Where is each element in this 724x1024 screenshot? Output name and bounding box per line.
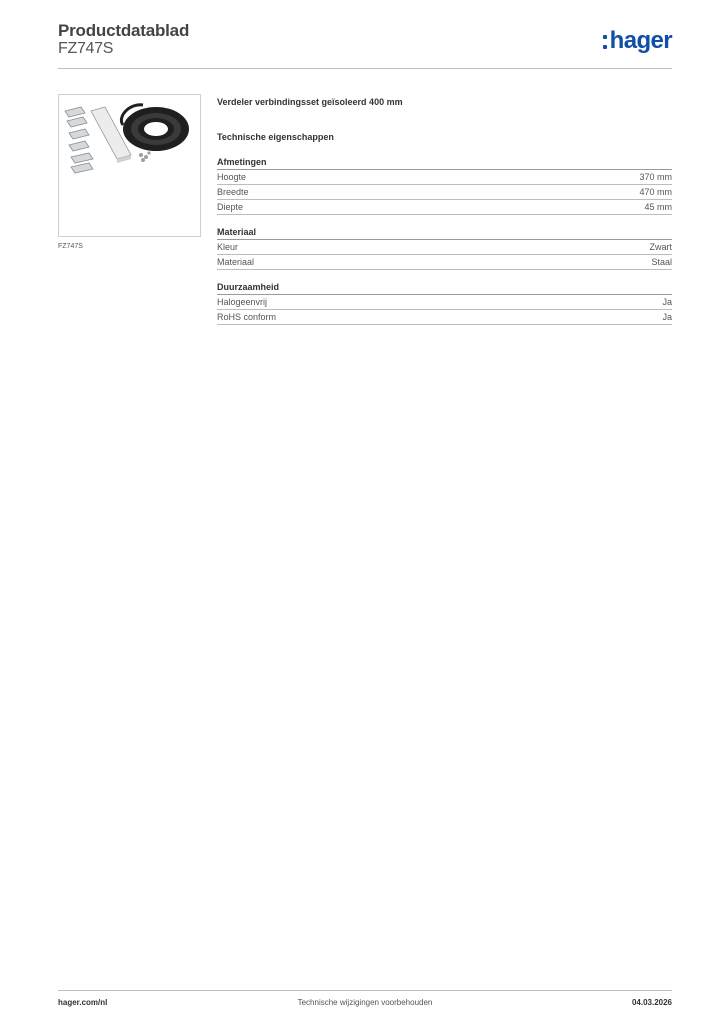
product-code: FZ747S (58, 40, 114, 57)
property-row (217, 295, 672, 310)
property-value: Zwart (649, 242, 672, 252)
property-label: Hoogte (217, 172, 247, 182)
property-label: Breedte (217, 187, 249, 197)
page-header (58, 20, 672, 68)
group-title: Materiaal (217, 226, 672, 240)
property-row (217, 200, 672, 215)
property-label: Kleur (217, 242, 239, 252)
property-value: 470 mm (639, 187, 672, 197)
page-footer (58, 998, 672, 1012)
group-title: Afmetingen (217, 156, 672, 170)
property-label: Diepte (217, 202, 244, 212)
property-value: Ja (662, 297, 672, 307)
property-label: Materiaal (217, 257, 255, 267)
properties-group-material (217, 226, 672, 270)
screws-icon (139, 151, 151, 162)
property-label: RoHS conform (217, 312, 277, 322)
product-image (58, 94, 201, 237)
property-value: Ja (662, 312, 672, 322)
logo-text: hager (609, 27, 672, 54)
property-value: 370 mm (639, 172, 672, 182)
properties-group-sustainability (217, 281, 672, 325)
image-caption: FZ747S (58, 243, 83, 250)
property-row (217, 185, 672, 200)
header-divider (58, 68, 672, 69)
section-heading: Technische eigenschappen (217, 132, 334, 142)
document-title: Productdatablad (58, 21, 190, 40)
coiled-tape-icon (121, 105, 189, 151)
footer-divider (58, 990, 672, 991)
hager-logo (603, 28, 672, 54)
product-description: Verdeler verbindingsset geïsoleerd 400 mm (217, 97, 403, 107)
property-row (217, 170, 672, 185)
properties-group-dimensions (217, 156, 672, 215)
product-details (217, 95, 672, 325)
property-row (217, 240, 672, 255)
footer-website-link[interactable]: hager.com/nl (58, 998, 108, 1007)
group-title: Duurzaamheid (217, 281, 672, 295)
property-label: Halogeenvrij (217, 297, 268, 307)
product-illustration (59, 95, 200, 236)
logo-dots-icon (603, 35, 607, 51)
footer-date: 04.03.2026 (631, 998, 672, 1007)
property-row (217, 310, 672, 325)
property-value: 45 mm (644, 202, 672, 212)
property-value: Staal (651, 257, 672, 267)
footer-disclaimer: Technische wijzigingen voorbehouden (297, 998, 433, 1007)
property-row (217, 255, 672, 270)
steel-brackets-icon (65, 107, 93, 173)
